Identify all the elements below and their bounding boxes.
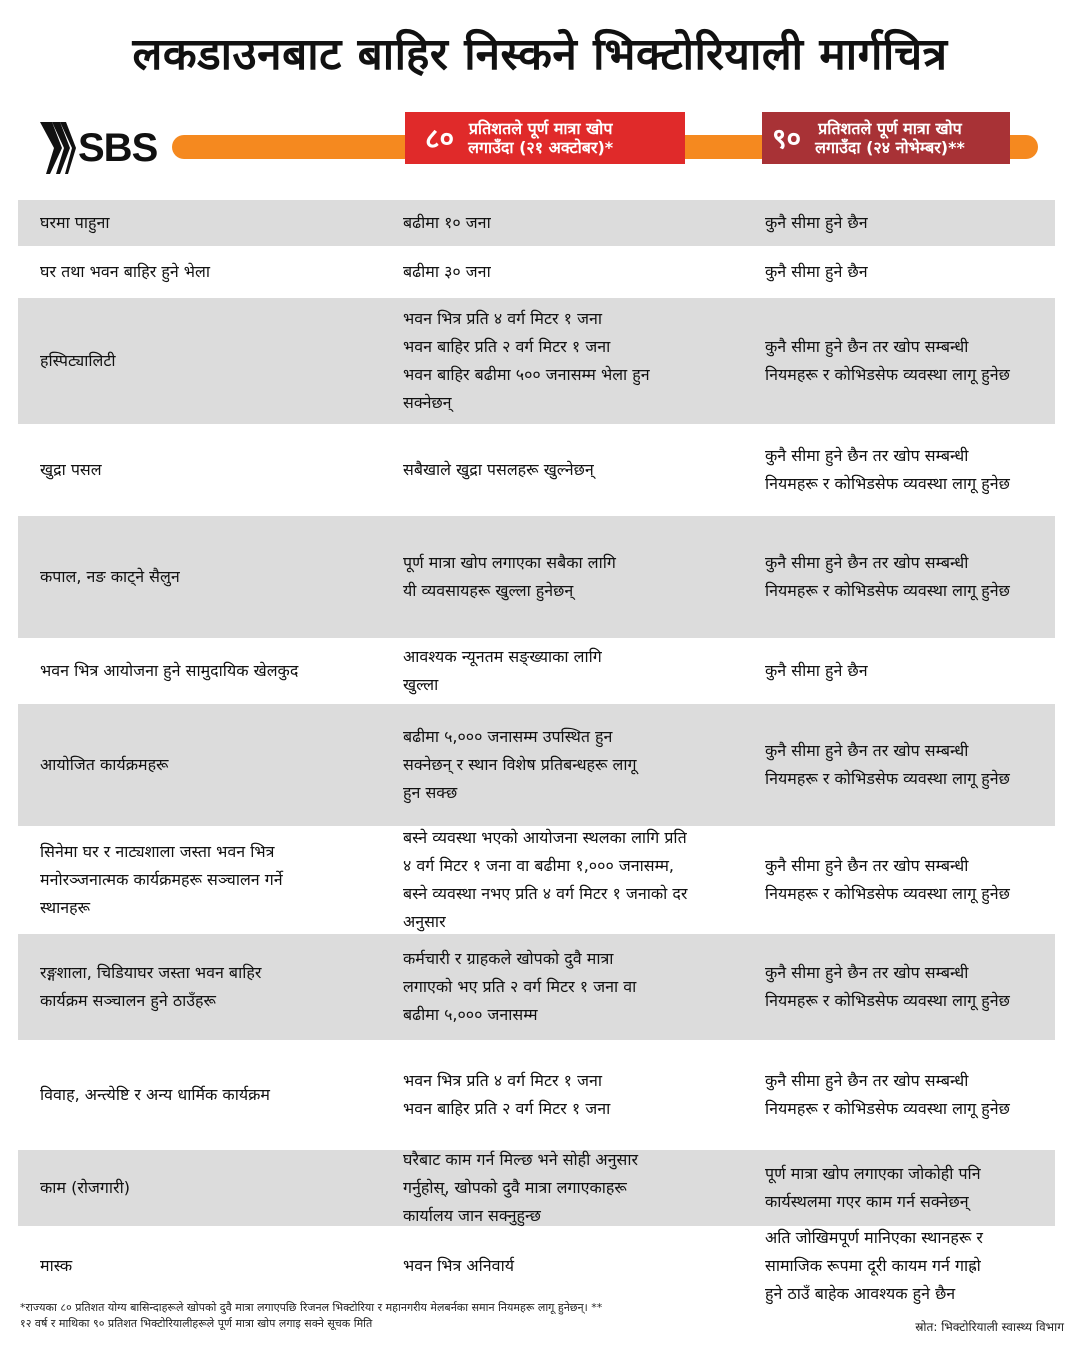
row-label-line: भवन भित्र आयोजना हुने सामुदायिक खेलकुद	[40, 661, 299, 680]
row-label	[18, 638, 388, 704]
row-value-90-line: कुनै सीमा हुने छैन तर खोप सम्बन्धी	[765, 741, 969, 760]
row-label-line: कार्यक्रम सञ्चालन हुने ठाउँहरू	[40, 991, 216, 1010]
row-value-80	[388, 1040, 745, 1150]
row-label	[18, 826, 388, 934]
column-header-90-text	[815, 119, 965, 157]
column-header-90-number: ९०	[772, 122, 802, 155]
column-header-90-line1: प्रतिशतले पूर्ण मात्रा खोप	[818, 119, 962, 138]
sbs-logo	[38, 118, 157, 178]
row-value-90	[745, 246, 1055, 298]
row-value-90-line: हुने ठाउँ बाहेक आवश्यक हुने छैन	[765, 1284, 956, 1303]
row-value-80-line: अनुसार	[403, 912, 446, 931]
row-value-80-line: सबैखाले खुद्रा पसलहरू खुल्नेछन्	[403, 460, 594, 479]
row-value-80-line: भवन भित्र अनिवार्य	[403, 1256, 514, 1275]
row-value-90-line: नियमहरू र कोभिडसेफ व्यवस्था लागू हुनेछ	[765, 365, 1010, 384]
row-value-90-line: कुनै सीमा हुने छैन तर खोप सम्बन्धी	[765, 337, 969, 356]
row-value-80-line: भवन बाहिर प्रति २ वर्ग मिटर १ जना	[403, 1099, 611, 1118]
row-value-80-line: बस्ने व्यवस्था भएको आयोजना स्थलका लागि प्रति	[403, 828, 687, 847]
row-label	[18, 200, 388, 246]
row-label-line: काम (रोजगारी)	[40, 1178, 130, 1197]
row-value-80-line: भवन बाहिर बढीमा ५०० जनासम्म भेला हुन	[403, 365, 650, 384]
table-row	[18, 1150, 1055, 1226]
table-row	[18, 516, 1055, 638]
row-value-90-line: कुनै सीमा हुने छैन तर खोप सम्बन्धी	[765, 553, 969, 572]
row-label-line: कपाल, नङ काट्ने सैलुन	[40, 567, 180, 586]
row-value-90	[745, 1226, 1055, 1306]
table-row	[18, 638, 1055, 704]
rules-table	[18, 200, 1055, 1306]
row-value-90	[745, 200, 1055, 246]
row-value-80-line: सक्नेछन्	[403, 393, 452, 412]
row-label	[18, 1150, 388, 1226]
row-value-90	[745, 826, 1055, 934]
row-label	[18, 704, 388, 826]
row-value-90-line: कुनै सीमा हुने छैन तर खोप सम्बन्धी	[765, 1071, 969, 1090]
footnote-line1: *राज्यका ८० प्रतिशत योग्य बासिन्दाहरूले खोपको दुवै मात्रा लगाएपछि रिजनल भिक्टोरिया र महानगरीय मेलबर्नका समान नियमहरू लागू हुनेछन्। **	[20, 1301, 603, 1314]
row-value-80-line: गर्नुहोस्, खोपको दुवै मात्रा लगाएकाहरू	[403, 1178, 627, 1197]
row-value-90-line: पूर्ण मात्रा खोप लगाएका जोकोही पनि	[765, 1164, 981, 1183]
column-header-90	[762, 112, 1010, 164]
row-value-90	[745, 298, 1055, 424]
row-value-90-line: कुनै सीमा हुने छैन तर खोप सम्बन्धी	[765, 856, 969, 875]
row-value-80	[388, 424, 745, 516]
row-value-80	[388, 298, 745, 424]
table-row	[18, 1040, 1055, 1150]
row-value-80-line: कर्मचारी र ग्राहकले खोपको दुवै मात्रा	[403, 949, 614, 968]
footnote	[20, 1300, 780, 1332]
column-header-80-line1: प्रतिशतले पूर्ण मात्रा खोप	[468, 119, 613, 138]
row-label	[18, 424, 388, 516]
row-value-80-line: भवन भित्र प्रति ४ वर्ग मिटर १ जना	[403, 1071, 602, 1090]
row-value-80-line: बढीमा १० जना	[403, 213, 491, 232]
column-header-80-line2: लगाउँदा (२१ अक्टोबर)*	[468, 138, 614, 157]
row-value-80-line: आवश्यक न्यूनतम सङ्ख्याका लागि	[403, 647, 602, 666]
row-label-line: मास्क	[40, 1256, 73, 1275]
row-value-90-line: कुनै सीमा हुने छैन तर खोप सम्बन्धी	[765, 446, 969, 465]
row-label-line: खुद्रा पसल	[40, 460, 102, 479]
row-value-90-line: नियमहरू र कोभिडसेफ व्यवस्था लागू हुनेछ	[765, 991, 1010, 1010]
logo-text: SBS	[78, 125, 158, 170]
column-header-80-number: ८०	[425, 122, 455, 155]
row-value-90	[745, 1040, 1055, 1150]
row-value-80-line: लगाएको भए प्रति २ वर्ग मिटर १ जना वा	[403, 977, 637, 996]
row-label-line: स्थानहरू	[40, 898, 91, 917]
row-value-90-line: नियमहरू र कोभिडसेफ व्यवस्था लागू हुनेछ	[765, 1099, 1010, 1118]
row-label-line: हस्पिट्यालिटी	[40, 351, 116, 370]
row-value-90	[745, 934, 1055, 1040]
row-value-80-line: भवन बाहिर प्रति २ वर्ग मिटर १ जना	[403, 337, 611, 356]
row-value-80-line: खुल्ला	[403, 675, 439, 694]
source-credit: स्रोत: भिक्टोरियाली स्वास्थ्य विभाग	[915, 1320, 1064, 1334]
column-header-90-line2: लगाउँदा (२४ नोभेम्बर)**	[815, 138, 965, 157]
row-value-90-line: नियमहरू र कोभिडसेफ व्यवस्था लागू हुनेछ	[765, 769, 1010, 788]
row-value-80-line: हुन सक्छ	[403, 783, 458, 802]
row-label-line: विवाह, अन्त्येष्टि र अन्य धार्मिक कार्यक्रम	[40, 1085, 270, 1104]
row-value-80-line: यी व्यवसायहरू खुल्ला हुनेछन्	[403, 581, 574, 600]
row-label-line: मनोरञ्जनात्मक कार्यक्रमहरू सञ्चालन गर्ने	[40, 870, 283, 889]
row-label	[18, 1226, 388, 1306]
row-value-90-line: कुनै सीमा हुने छैन	[765, 213, 868, 232]
table-row	[18, 934, 1055, 1040]
row-value-80	[388, 934, 745, 1040]
row-value-90-line: नियमहरू र कोभिडसेफ व्यवस्था लागू हुनेछ	[765, 581, 1010, 600]
row-value-90-line: कार्यस्थलमा गएर काम गर्न सक्नेछन्	[765, 1192, 969, 1211]
row-value-80	[388, 516, 745, 638]
row-label-line: रङ्गशाला, चिडियाघर जस्ता भवन बाहिर	[40, 963, 262, 982]
column-header-80-text	[468, 119, 613, 157]
row-value-90	[745, 638, 1055, 704]
page-title: लकडाउनबाट बाहिर निस्कने भिक्टोरियाली मार्गचित्र	[132, 29, 948, 80]
row-value-80	[388, 200, 745, 246]
table-row	[18, 246, 1055, 298]
row-value-80	[388, 826, 745, 934]
row-value-80-line: कार्यालय जान सक्नुहुन्छ	[403, 1206, 541, 1225]
row-value-80-line: सक्नेछन् र स्थान विशेष प्रतिबन्धहरू लागू	[403, 755, 637, 774]
row-label-line: घर तथा भवन बाहिर हुने भेला	[40, 262, 211, 281]
row-value-80	[388, 638, 745, 704]
row-value-90-line: कुनै सीमा हुने छैन	[765, 262, 868, 281]
row-value-90	[745, 1150, 1055, 1226]
table-row	[18, 298, 1055, 424]
sbs-logo-icon	[38, 120, 76, 176]
row-value-80-line: बस्ने व्यवस्था नभए प्रति ४ वर्ग मिटर १ जनाको दर	[403, 884, 688, 903]
row-value-90-line: सामाजिक रूपमा दूरी कायम गर्न गाह्रो	[765, 1256, 981, 1275]
table-row	[18, 424, 1055, 516]
footnote-line2: १२ वर्ष र माथिका ९० प्रतिशत भिक्टोरियालीहरूले पूर्ण मात्रा खोप लगाइ सक्ने सूचक मिति	[20, 1317, 373, 1330]
row-value-80	[388, 246, 745, 298]
row-value-80-line: बढीमा ३० जना	[403, 262, 491, 281]
row-value-90	[745, 516, 1055, 638]
row-label	[18, 934, 388, 1040]
row-label-line: सिनेमा घर र नाट्यशाला जस्ता भवन भित्र	[40, 842, 275, 861]
row-value-90-line: नियमहरू र कोभिडसेफ व्यवस्था लागू हुनेछ	[765, 474, 1010, 493]
row-value-80-line: बढीमा ५,००० जनासम्म उपस्थित हुन	[403, 727, 613, 746]
row-value-80-line: घरैबाट काम गर्न मिल्छ भने सोही अनुसार	[403, 1150, 639, 1169]
row-value-90	[745, 704, 1055, 826]
row-value-90-line: कुनै सीमा हुने छैन तर खोप सम्बन्धी	[765, 963, 969, 982]
row-label-line: आयोजित कार्यक्रमहरू	[40, 755, 169, 774]
row-value-90-line: अति जोखिमपूर्ण मानिएका स्थानहरू र	[765, 1228, 983, 1247]
column-header-80	[405, 112, 685, 164]
table-row	[18, 704, 1055, 826]
table-row	[18, 826, 1055, 934]
row-label	[18, 246, 388, 298]
row-value-80	[388, 1226, 745, 1306]
row-value-90-line: कुनै सीमा हुने छैन	[765, 661, 868, 680]
row-value-90	[745, 424, 1055, 516]
table-row	[18, 1226, 1055, 1306]
row-label	[18, 298, 388, 424]
row-value-80	[388, 704, 745, 826]
row-label	[18, 516, 388, 638]
row-value-90-line: नियमहरू र कोभिडसेफ व्यवस्था लागू हुनेछ	[765, 884, 1010, 903]
row-label-line: घरमा पाहुना	[40, 213, 110, 232]
row-value-80-line: पूर्ण मात्रा खोप लगाएका सबैका लागि	[403, 553, 616, 572]
row-label	[18, 1040, 388, 1150]
table-row	[18, 200, 1055, 246]
row-value-80-line: ४ वर्ग मिटर १ जना वा बढीमा १,००० जनासम्म,	[403, 856, 675, 875]
row-value-80-line: भवन भित्र प्रति ४ वर्ग मिटर १ जना	[403, 309, 602, 328]
row-value-80-line: बढीमा ५,००० जनासम्म	[403, 1005, 538, 1024]
row-value-80	[388, 1150, 745, 1226]
